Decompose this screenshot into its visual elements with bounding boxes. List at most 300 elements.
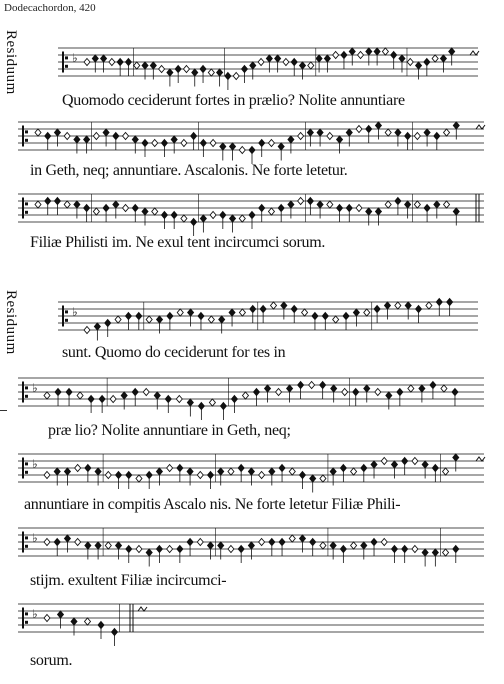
note-icon [142,208,148,215]
note-icon [299,535,305,542]
note-icon [156,468,162,475]
note-icon [307,129,313,136]
note-icon [88,396,94,403]
note-icon [208,472,214,479]
note-icon [210,140,216,147]
note-icon [385,201,391,208]
note-icon [249,147,255,154]
note-icon [220,212,226,219]
note-icon [132,136,138,143]
note-icon [45,133,51,140]
note-icon [181,215,187,222]
note-icon [358,52,364,59]
note-icon [58,611,64,618]
note-icon [219,316,225,323]
note-icon [225,73,231,80]
note-icon [371,539,377,546]
note-icon [337,136,343,143]
note-icon [64,201,70,208]
note-icon [443,468,449,475]
note-icon [156,546,162,553]
note-icon [444,201,450,208]
lyric-line-1: Quomodo ceciderunt fortes in prælio? Nolite annuntiare [62,92,405,109]
note-icon [248,542,254,549]
note-icon [121,392,127,399]
note-icon [233,73,239,80]
note-icon [271,302,277,309]
note-icon [126,472,132,479]
note-icon [441,385,447,392]
lyric-line-4: sunt. Quomo do ceciderunt for tes in [62,344,286,361]
note-icon [395,129,401,136]
note-icon [426,302,432,309]
note-icon [188,309,194,316]
note-icon [424,129,430,136]
note-icon [44,472,50,479]
note-icon [361,542,367,549]
note-icon [405,302,411,309]
note-icon [317,201,323,208]
note-icon [447,299,453,306]
note-icon [395,302,401,309]
note-icon [84,205,90,212]
note-icon [239,147,245,154]
note-icon [330,468,336,475]
note-icon [239,309,245,316]
note-icon [208,69,214,76]
note-icon [248,468,254,475]
note-icon [134,62,140,69]
note-icon [84,136,90,143]
lyric-line-2: in Geth, neq; annuntiare. Ascalonis. Ne forte letetur. [30,162,348,179]
note-icon [64,535,70,542]
note-icon [298,198,304,205]
lyric-line-3: Filiæ Philisti im. Ne exul tent incircumci sorum. [30,234,326,251]
note-icon [161,140,167,147]
note-icon [54,198,60,205]
note-icon [54,468,60,475]
note-icon [136,475,142,482]
note-icon [289,468,295,475]
note-icon [432,55,438,62]
note-icon [375,122,381,129]
note-icon [407,59,413,66]
music-staff-6 [18,450,484,486]
note-icon [416,306,422,313]
note-icon [75,465,81,472]
note-icon [361,465,367,472]
note-icon [259,140,265,147]
note-icon [353,389,359,396]
note-icon [230,143,236,150]
note-icon [187,539,193,546]
note-icon [322,313,328,320]
note-icon [136,313,142,320]
note-icon [167,465,173,472]
note-icon [103,129,109,136]
note-icon [291,59,297,66]
music-staff-5 [18,374,484,410]
note-icon [200,66,206,73]
note-icon [92,55,98,62]
note-icon [288,136,294,143]
note-icon [132,205,138,212]
note-icon [422,549,428,556]
note-icon [146,549,152,556]
note-icon [154,392,160,399]
note-icon [283,59,289,66]
note-icon [422,461,428,468]
note-icon [187,399,193,406]
note-icon [220,143,226,150]
note-icon [381,539,387,546]
note-icon [218,542,224,549]
note-icon [391,546,397,553]
note-icon [356,205,362,212]
note-icon [242,392,248,399]
note-icon [371,461,377,468]
note-icon [109,59,115,66]
note-icon [157,316,163,323]
note-icon [228,546,234,553]
note-icon [228,468,234,475]
note-icon [132,389,138,396]
note-icon [317,129,323,136]
note-icon [434,201,440,208]
note-icon [171,136,177,143]
note-icon [99,396,105,403]
note-icon [408,385,414,392]
flat-sign-icon: ♭ [32,607,38,621]
note-icon [452,389,458,396]
flat-sign-icon: ♭ [32,457,38,471]
note-icon [289,535,295,542]
note-icon [197,472,203,479]
note-icon [150,62,156,69]
note-icon [105,472,111,479]
note-icon [200,140,206,147]
note-icon [424,59,430,66]
note-icon [395,198,401,205]
note-icon [342,389,348,396]
note-icon [176,396,182,403]
note-icon [279,465,285,472]
note-icon [402,546,408,553]
note-icon [84,59,90,66]
note-icon [74,136,80,143]
note-icon [298,133,304,140]
note-icon [85,542,91,549]
note-icon [177,309,183,316]
note-icon [310,475,316,482]
note-icon [192,69,198,76]
lyric-line-7: stijm. exultent Filiæ incircumci- [30,572,227,589]
note-icon [416,62,422,69]
note-icon [98,622,104,629]
note-icon [254,389,260,396]
note-icon [230,215,236,222]
music-staff-7 [18,524,484,560]
note-icon [258,59,264,66]
note-icon [374,48,380,55]
note-icon [414,201,420,208]
note-icon [340,546,346,553]
note-icon [298,382,304,389]
note-icon [440,55,446,62]
note-icon [331,385,337,392]
note-icon [346,205,352,212]
note-icon [278,205,284,212]
note-icon [198,403,204,410]
note-icon [101,55,107,62]
note-icon [327,133,333,140]
note-icon [44,392,50,399]
note-icon [320,475,326,482]
note-icon [191,219,197,226]
note-icon [105,320,111,327]
note-icon [125,59,131,66]
note-icon [220,403,226,410]
note-icon [112,629,118,636]
page-title: Dodecachordon, 420 [4,2,96,14]
note-icon [453,208,459,215]
note-icon [116,542,122,549]
lyric-line-8: sorum. [30,652,73,669]
lyric-line-6: annuntiare in compitis Ascalo nis. Ne forte letetur Filiæ Phili- [24,496,401,513]
note-icon [210,212,216,219]
note-icon [93,208,99,215]
note-icon [159,66,165,73]
note-icon [94,323,100,330]
note-icon [45,198,51,205]
note-icon [310,539,316,546]
note-icon [85,465,91,472]
music-staff-1 [58,44,478,80]
note-icon [35,129,41,136]
note-icon [54,129,60,136]
note-icon [93,133,99,140]
note-icon [35,201,41,208]
note-icon [333,52,339,59]
note-icon [436,299,442,306]
note-icon [74,201,80,208]
flat-sign-icon: ♭ [72,51,78,65]
note-icon [300,62,306,69]
part-label-residuum-1: Residuum [3,30,19,95]
note-icon [364,309,370,316]
note-icon [208,316,214,323]
note-icon [231,396,237,403]
note-icon [161,212,167,219]
custos-icon [470,51,479,55]
note-icon [405,201,411,208]
custos-icon [476,125,485,129]
note-icon [381,458,387,465]
note-icon [85,618,91,625]
note-icon [95,468,101,475]
note-icon [402,458,408,465]
note-icon [187,468,193,475]
note-icon [171,212,177,219]
note-icon [320,382,326,389]
note-icon [146,472,152,479]
note-icon [287,385,293,392]
note-icon [136,546,142,553]
note-icon [208,542,214,549]
music-staff-4 [58,298,478,334]
note-icon [269,468,275,475]
note-icon [183,66,189,73]
note-icon [142,62,148,69]
note-icon [353,309,359,316]
note-icon [279,539,285,546]
note-icon [453,122,459,129]
note-icon [44,539,50,546]
note-icon [175,66,181,73]
note-icon [55,389,61,396]
note-icon [143,389,149,396]
note-icon [229,309,235,316]
note-icon [434,133,440,140]
note-icon [142,140,148,147]
note-icon [95,542,101,549]
note-icon [249,212,255,219]
flat-sign-icon: ♭ [32,531,38,545]
note-icon [399,55,405,62]
note-icon [238,465,244,472]
note-icon [453,546,459,553]
note-icon [397,389,403,396]
part-label-residuum-2: Residuum [3,290,19,355]
note-icon [238,546,244,553]
note-icon [54,539,60,546]
note-icon [316,55,322,62]
music-staff-2 [18,118,484,154]
note-icon [449,48,455,55]
note-icon [374,306,380,313]
note-icon [340,465,346,472]
note-icon [405,133,411,140]
note-icon [307,198,313,205]
note-icon [281,302,287,309]
note-icon [351,468,357,475]
note-icon [432,465,438,472]
note-icon [259,539,265,546]
note-icon [77,392,83,399]
note-icon [324,55,330,62]
note-icon [453,454,459,461]
note-icon [414,133,420,140]
note-icon [113,133,119,140]
note-icon [432,549,438,556]
note-icon [391,461,397,468]
note-icon [64,468,70,475]
note-icon [123,133,129,140]
note-icon [115,316,121,323]
note-icon [385,129,391,136]
note-icon [430,382,436,389]
note-icon [308,62,314,69]
note-icon [386,392,392,399]
note-icon [265,385,271,392]
note-icon [266,55,272,62]
note-icon [116,472,122,479]
note-icon [337,205,343,212]
note-icon [241,66,247,73]
note-icon [443,549,449,556]
note-icon [412,546,418,553]
note-icon [375,389,381,396]
note-icon [198,313,204,320]
music-staff-8 [18,600,484,636]
note-icon [351,542,357,549]
note-icon [260,306,266,313]
note-icon [268,140,274,147]
note-icon [250,62,256,69]
note-icon [110,396,116,403]
note-icon [320,542,326,549]
note-icon [343,313,349,320]
note-icon [197,539,203,546]
note-icon [152,208,158,215]
note-icon [259,205,265,212]
note-icon [66,389,72,396]
custos-icon [476,457,485,461]
note-icon [276,389,282,396]
note-icon [424,205,430,212]
note-icon [191,133,197,140]
note-icon [382,48,388,55]
note-icon [177,546,183,553]
note-icon [84,327,90,334]
note-icon [268,208,274,215]
note-icon [269,539,275,546]
note-icon [444,129,450,136]
note-icon [64,133,70,140]
margin-tick [0,410,7,411]
note-icon [327,201,333,208]
note-icon [349,48,355,55]
note-icon [217,69,223,76]
note-icon [218,468,224,475]
note-icon [330,542,336,549]
note-icon [341,52,347,59]
note-icon [309,382,315,389]
note-icon [259,472,265,479]
note-icon [356,126,362,133]
flat-sign-icon: ♭ [32,381,38,395]
note-icon [113,201,119,208]
note-icon [126,546,132,553]
note-icon [117,59,123,66]
note-icon [123,205,129,212]
note-icon [181,140,187,147]
note-icon [146,316,152,323]
note-icon [375,208,381,215]
note-icon [346,129,352,136]
note-icon [71,618,77,625]
note-icon [333,316,339,323]
note-icon [412,458,418,465]
note-icon [366,208,372,215]
note-icon [165,396,171,403]
note-icon [419,385,425,392]
note-icon [384,302,390,309]
note-icon [366,126,372,133]
note-icon [167,313,173,320]
custos-icon [138,607,147,611]
note-icon [44,615,50,622]
